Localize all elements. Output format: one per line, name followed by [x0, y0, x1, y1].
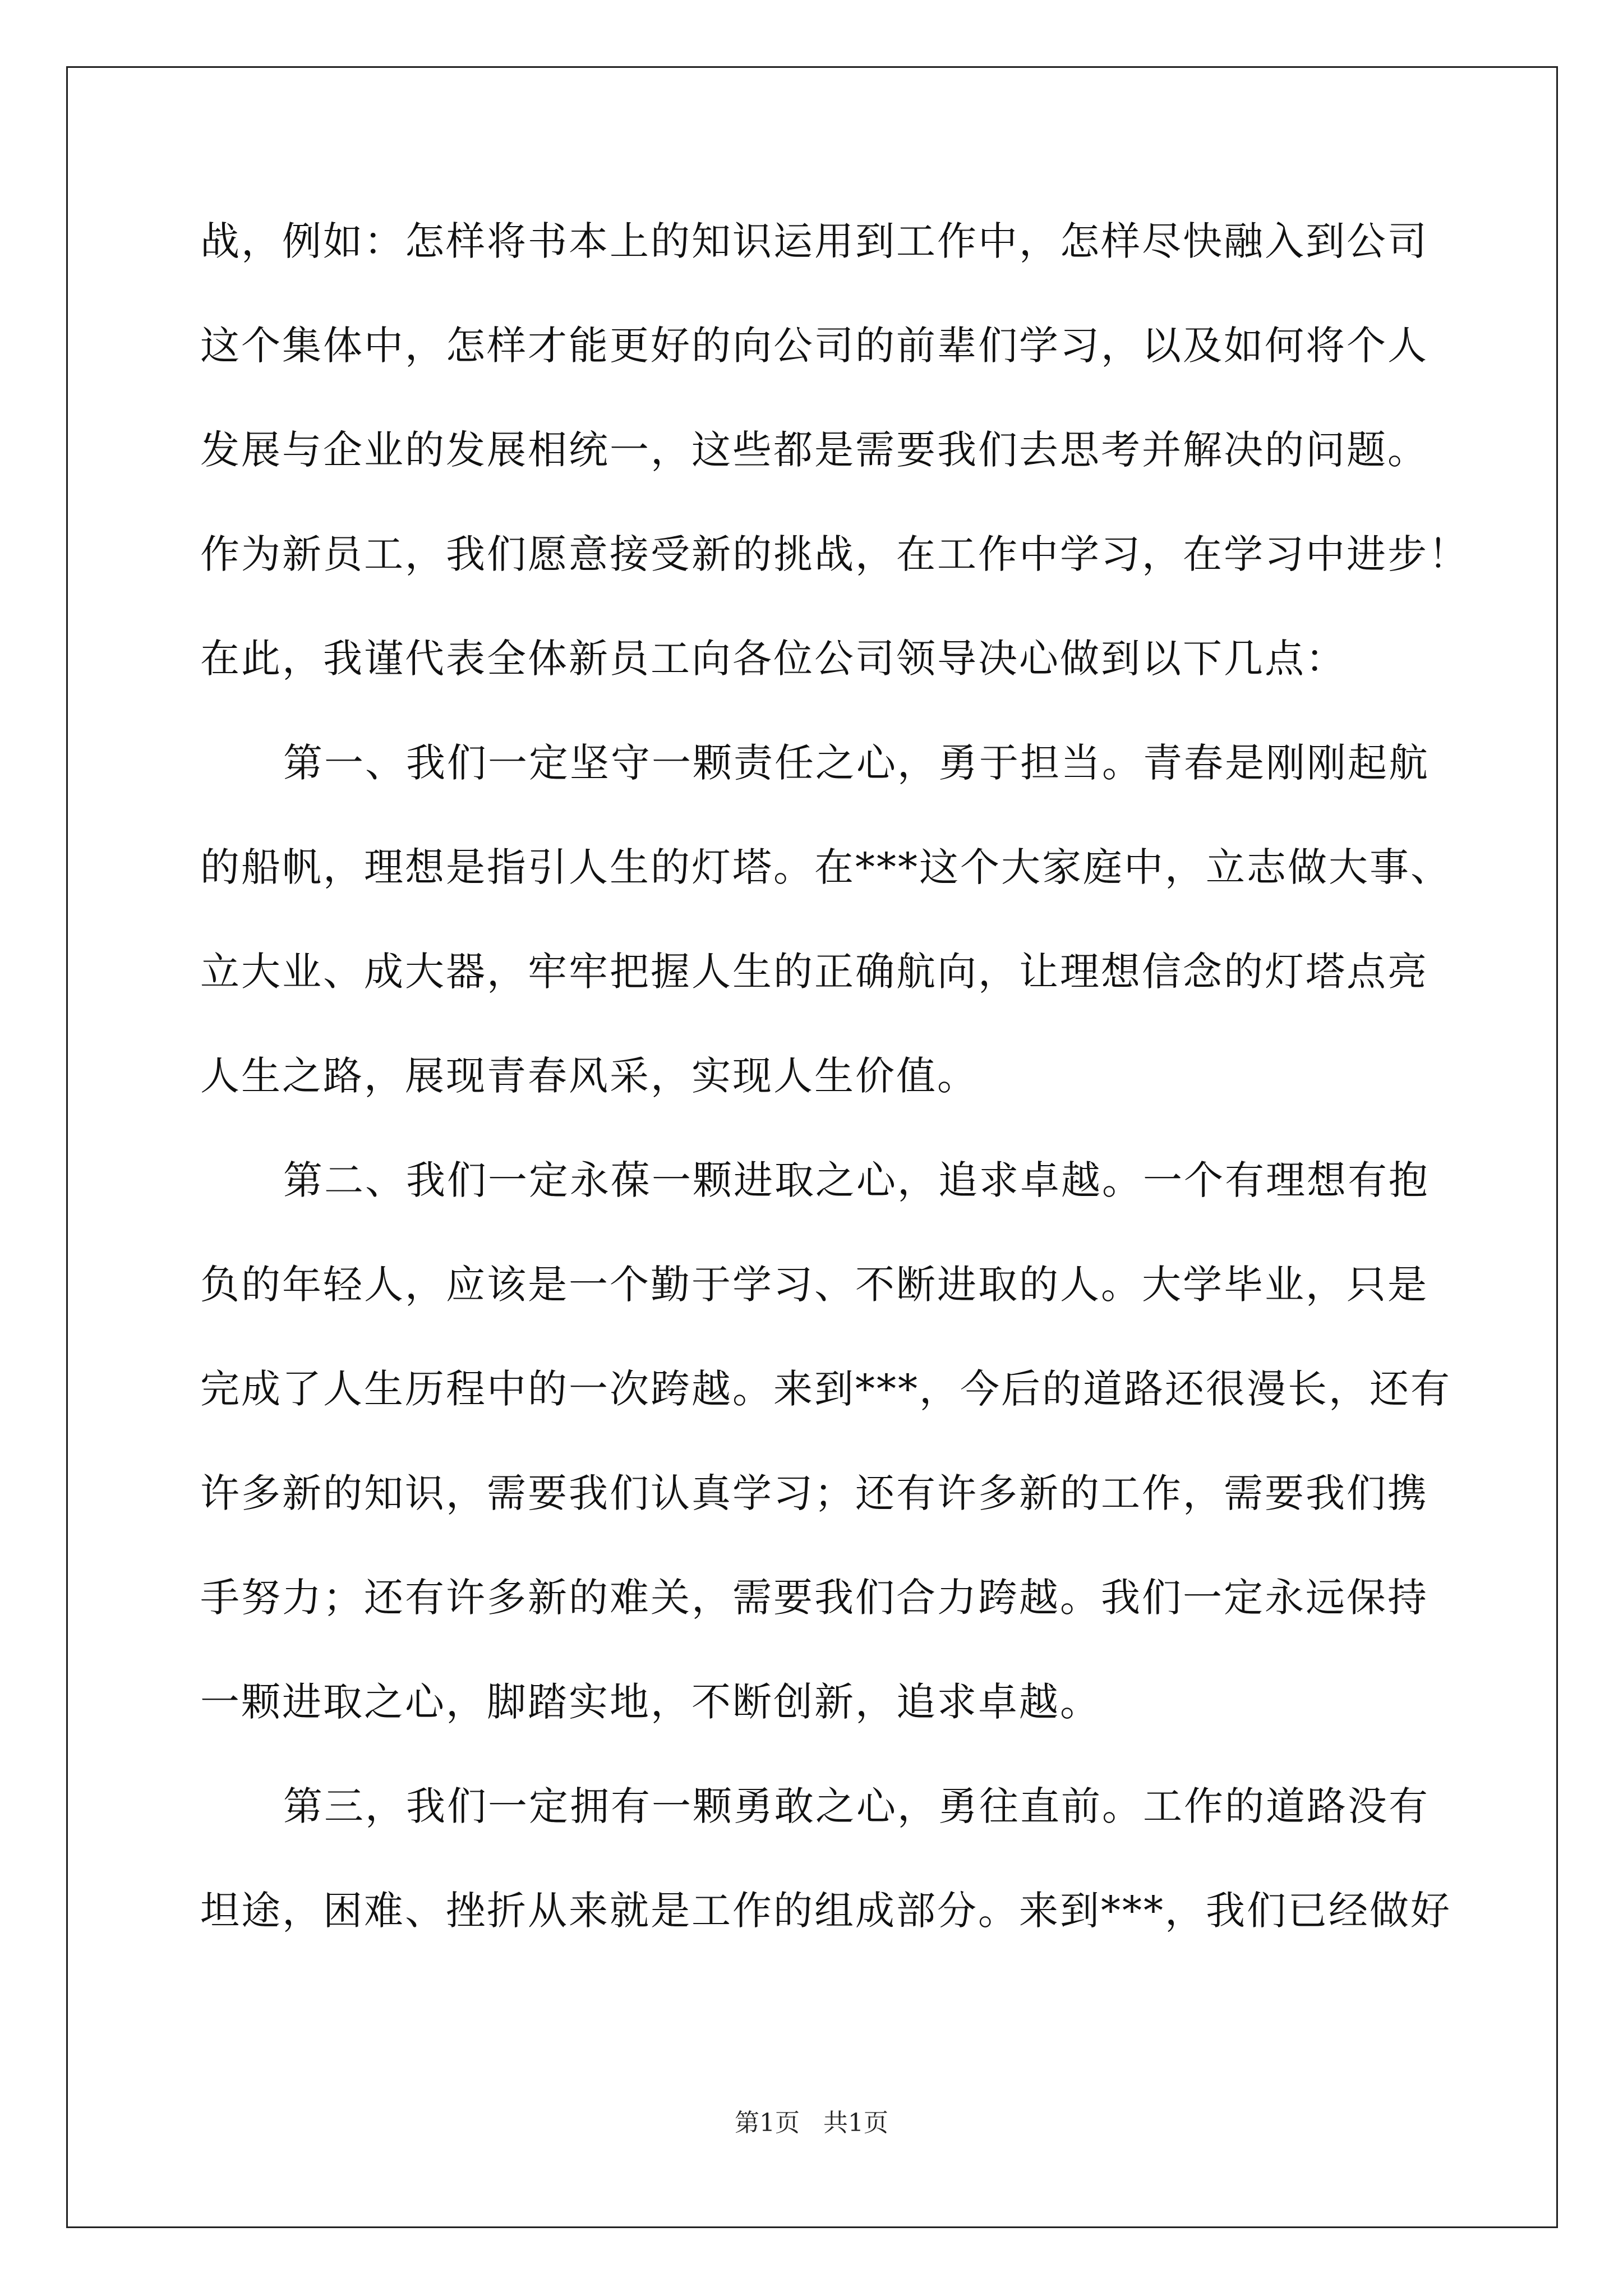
text-line: 手努力；还有许多新的难关，需要我们合力跨越。我们一定永远保持 — [200, 1575, 1428, 1621]
text-line: 的船帆，理想是指引人生的灯塔。在***这个大家庭中，立志做大事、 — [200, 844, 1451, 890]
text-line: 完成了人生历程中的一次跨越。来到***，今后的道路还很漫长，还有 — [200, 1366, 1451, 1412]
text-line: 作为新员工，我们愿意接受新的挑战，在工作中学习，在学习中进步！ — [200, 531, 1469, 577]
text-line: 人生之路，展现青春风采，实现人生价值。 — [200, 1053, 978, 1099]
text-line: 一颗进取之心，脚踏实地，不断创新，追求卓越。 — [200, 1679, 1101, 1725]
text-line: 战，例如：怎样将书本上的知识运用到工作中，怎样尽快融入到公司 — [200, 218, 1428, 264]
paragraph-first-line: 第一、我们一定坚守一颗责任之心，勇于担当。青春是刚刚起航 — [283, 740, 1430, 786]
document-body — [200, 218, 1469, 1995]
text-line: 这个集体中，怎样才能更好的向公司的前辈们学习，以及如何将个人 — [200, 323, 1428, 369]
text-line: 负的年轻人，应该是一个勤于学习、不断进取的人。大学毕业，只是 — [200, 1262, 1428, 1308]
text-line: 在此，我谨代表全体新员工向各位公司领导决心做到以下几点： — [200, 636, 1347, 682]
text-line: 坦途，困难、挫折从来就是工作的组成部分。来到***，我们已经做好 — [200, 1888, 1451, 1934]
paragraph-first-line: 第三，我们一定拥有一颗勇敢之心，勇往直前。工作的道路没有 — [283, 1783, 1430, 1829]
text-line: 发展与企业的发展相统一，这些都是需要我们去思考并解决的问题。 — [200, 427, 1428, 473]
page-footer: 第1页 共1页 — [735, 2109, 888, 2137]
text-line: 立大业、成大器，牢牢把握人生的正确航向，让理想信念的灯塔点亮 — [200, 949, 1428, 995]
paragraph-first-line: 第二、我们一定永葆一颗进取之心，追求卓越。一个有理想有抱 — [283, 1157, 1430, 1203]
text-line: 许多新的知识，需要我们认真学习；还有许多新的工作，需要我们携 — [200, 1470, 1428, 1516]
